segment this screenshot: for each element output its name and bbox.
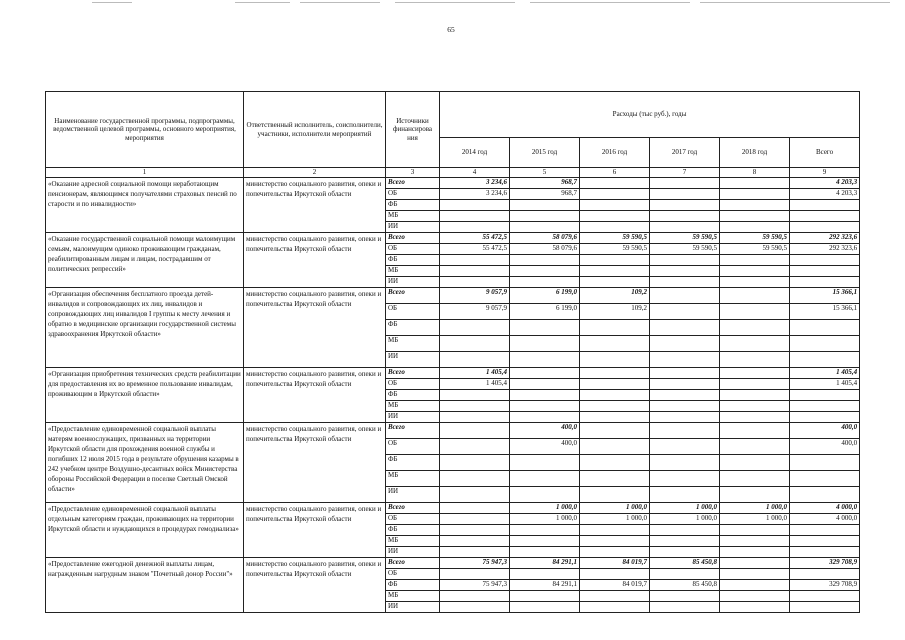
year-value — [580, 255, 650, 266]
funding-source: ОБ — [386, 439, 440, 455]
year-value — [650, 200, 720, 211]
year-value — [650, 525, 720, 536]
header-expenses: Расходы (тыс руб.), годы — [440, 92, 860, 138]
col-number: 7 — [650, 168, 720, 178]
year-value — [440, 471, 510, 487]
year-value — [440, 525, 510, 536]
year-value — [440, 455, 510, 471]
year-value — [650, 320, 720, 336]
total-value: 292 323,6 — [790, 244, 860, 255]
total-value: 1 405,4 — [790, 379, 860, 390]
table-row — [46, 503, 860, 514]
funding-source: ОБ — [386, 189, 440, 200]
funding-source: ФБ — [386, 320, 440, 336]
year-value — [510, 266, 580, 277]
year-value — [580, 178, 650, 189]
year-value — [650, 423, 720, 439]
total-value: 4 000,0 — [790, 514, 860, 525]
total-value — [790, 222, 860, 233]
executor-name: министерство социального развития, опеки и попечительства Иркутской области — [244, 503, 386, 558]
year-value — [720, 401, 790, 412]
year-value — [580, 569, 650, 580]
year-value — [510, 401, 580, 412]
year-value — [720, 352, 790, 368]
year-value: 59 590,5 — [580, 233, 650, 244]
measure-name: «Организация приобретения технических средств реабилитации для предоставления их во временное пользование инвалидам, проживающим в Иркутской области» — [46, 368, 244, 423]
year-value — [510, 390, 580, 401]
executor-name: министерство социального развития, опеки и попечительства Иркутской области — [244, 178, 386, 233]
year-value — [440, 547, 510, 558]
year-value — [440, 390, 510, 401]
year-value: 58 079,6 — [510, 244, 580, 255]
table-row — [46, 423, 860, 439]
year-value: 84 291,1 — [510, 558, 580, 569]
year-value — [650, 336, 720, 352]
header-executor: Ответственный исполнитель, соисполнители, участники, исполнители мероприятий — [244, 92, 386, 168]
year-value: 400,0 — [510, 423, 580, 439]
year-value — [720, 368, 790, 379]
year-value: 968,7 — [510, 189, 580, 200]
year-value — [720, 580, 790, 591]
year-value — [650, 178, 720, 189]
funding-source: ИИ — [386, 547, 440, 558]
total-value — [790, 277, 860, 288]
total-value — [790, 569, 860, 580]
year-value — [440, 439, 510, 455]
year-value — [440, 412, 510, 423]
col-number: 8 — [720, 168, 790, 178]
year-value — [650, 455, 720, 471]
year-value — [440, 352, 510, 368]
year-value — [720, 569, 790, 580]
year-value — [650, 222, 720, 233]
year-value — [510, 471, 580, 487]
year-value: 59 590,5 — [580, 244, 650, 255]
year-value — [580, 211, 650, 222]
funding-source: МБ — [386, 401, 440, 412]
funding-source: МБ — [386, 266, 440, 277]
measure-name: «Предоставление единовременной социальной выплаты отдельным категориям граждан, проживающих на территории Иркутской области и нуждающихся в процедурах гемодиализа» — [46, 503, 244, 558]
funding-source: Всего — [386, 503, 440, 514]
year-value — [580, 336, 650, 352]
funding-source: ОБ — [386, 569, 440, 580]
year-value — [510, 255, 580, 266]
funding-source: ИИ — [386, 277, 440, 288]
year-value: 1 000,0 — [510, 503, 580, 514]
year-value: 109,2 — [580, 288, 650, 304]
year-value — [440, 401, 510, 412]
year-value: 75 947,3 — [440, 580, 510, 591]
year-value — [720, 277, 790, 288]
col-number: 6 — [580, 168, 650, 178]
executor-name: министерство социального развития, опеки и попечительства Иркутской области — [244, 233, 386, 288]
total-value: 4 000,0 — [790, 503, 860, 514]
total-value — [790, 352, 860, 368]
year-value — [440, 266, 510, 277]
year-value: 968,7 — [510, 178, 580, 189]
year-value — [510, 336, 580, 352]
year-value: 84 019,7 — [580, 580, 650, 591]
year-value — [580, 591, 650, 602]
total-value: 292 323,6 — [790, 233, 860, 244]
year-value: 9 057,9 — [440, 304, 510, 320]
table-row — [46, 178, 860, 189]
year-value — [720, 304, 790, 320]
year-value: 400,0 — [510, 439, 580, 455]
funding-source: ФБ — [386, 580, 440, 591]
year-value — [510, 591, 580, 602]
year-value — [720, 379, 790, 390]
year-value: 59 590,5 — [720, 244, 790, 255]
year-value — [440, 200, 510, 211]
total-value — [790, 471, 860, 487]
total-value — [790, 487, 860, 503]
year-value — [720, 547, 790, 558]
funding-source: ФБ — [386, 390, 440, 401]
year-value — [650, 401, 720, 412]
total-value — [790, 455, 860, 471]
year-value — [510, 536, 580, 547]
year-value — [720, 288, 790, 304]
funding-source: МБ — [386, 211, 440, 222]
year-value: 59 590,5 — [720, 233, 790, 244]
year-value — [650, 368, 720, 379]
funding-source: МБ — [386, 336, 440, 352]
year-value — [440, 423, 510, 439]
year-value — [580, 439, 650, 455]
funding-source: ИИ — [386, 352, 440, 368]
year-value — [440, 320, 510, 336]
year-value — [720, 591, 790, 602]
col-number: 3 — [386, 168, 440, 178]
year-value — [510, 368, 580, 379]
funding-source: Всего — [386, 368, 440, 379]
total-value — [790, 200, 860, 211]
year-value — [440, 487, 510, 503]
funding-source: ИИ — [386, 602, 440, 613]
year-value — [440, 336, 510, 352]
col-number: 2 — [244, 168, 386, 178]
year-value — [650, 591, 720, 602]
year-value: 1 000,0 — [720, 503, 790, 514]
year-value — [720, 222, 790, 233]
funding-source: ФБ — [386, 455, 440, 471]
year-value — [510, 412, 580, 423]
year-value — [720, 487, 790, 503]
year-value — [510, 277, 580, 288]
total-value: 400,0 — [790, 423, 860, 439]
total-value: 4 203,3 — [790, 189, 860, 200]
year-value — [720, 320, 790, 336]
year-value — [720, 189, 790, 200]
year-value — [650, 471, 720, 487]
total-value — [790, 412, 860, 423]
col-number: 1 — [46, 168, 244, 178]
measure-name: «Оказание государственной социальной помощи малоимущим семьям, малоимущим одиноко проживающим гражданам, реабилитированным лицам и лицам, пострадавшим от политических репрессий» — [46, 233, 244, 288]
funding-source: ОБ — [386, 244, 440, 255]
total-value: 329 708,9 — [790, 558, 860, 569]
year-value — [720, 200, 790, 211]
funding-source: ОБ — [386, 514, 440, 525]
funding-source: МБ — [386, 471, 440, 487]
year-value — [650, 288, 720, 304]
year-value — [650, 211, 720, 222]
total-value: 400,0 — [790, 439, 860, 455]
year-value — [650, 439, 720, 455]
year-value — [650, 536, 720, 547]
col-number: 5 — [510, 168, 580, 178]
year-value: 55 472,5 — [440, 233, 510, 244]
header-source: Источники финансирова ния — [386, 92, 440, 168]
year-value — [580, 602, 650, 613]
funding-source: Всего — [386, 233, 440, 244]
total-value — [790, 255, 860, 266]
year-value — [580, 352, 650, 368]
year-value: 85 450,8 — [650, 558, 720, 569]
year-value — [440, 222, 510, 233]
year-value — [510, 352, 580, 368]
total-value — [790, 401, 860, 412]
year-value — [720, 455, 790, 471]
year-value: 59 590,5 — [650, 244, 720, 255]
year-value — [510, 525, 580, 536]
year-value — [440, 536, 510, 547]
year-value — [580, 368, 650, 379]
year-value — [580, 277, 650, 288]
year-value — [650, 602, 720, 613]
year-value — [510, 455, 580, 471]
year-value — [580, 525, 650, 536]
year-value: 85 450,8 — [650, 580, 720, 591]
executor-name: министерство социального развития, опеки и попечительства Иркутской области — [244, 558, 386, 613]
year-value — [720, 525, 790, 536]
year-value — [720, 471, 790, 487]
total-value — [790, 547, 860, 558]
year-value — [580, 412, 650, 423]
header-total: Всего — [790, 138, 860, 168]
header-year: 2016 год — [580, 138, 650, 168]
table-row — [46, 233, 860, 244]
total-value: 1 405,4 — [790, 368, 860, 379]
year-value: 1 000,0 — [650, 514, 720, 525]
funding-source: МБ — [386, 536, 440, 547]
year-value — [650, 547, 720, 558]
measure-name: «Предоставление единовременной социальной выплаты матерям военнослужащих, призванных на территории Иркутской области для прохождения военной службы и погибших 12 июля 2015 года в результате обрушения казармы в 242 учебном центре Воздушно-десантных войск Министерства обороны Российской Федерации в поселке Светлый Омской области» — [46, 423, 244, 503]
year-value — [440, 569, 510, 580]
year-value — [650, 277, 720, 288]
funding-source: ФБ — [386, 255, 440, 266]
year-value — [650, 304, 720, 320]
col-number: 9 — [790, 168, 860, 178]
year-value — [580, 200, 650, 211]
year-value — [650, 352, 720, 368]
funding-source: ФБ — [386, 525, 440, 536]
table-row — [46, 558, 860, 569]
funding-source: Всего — [386, 288, 440, 304]
year-value — [510, 200, 580, 211]
year-value: 59 590,5 — [650, 233, 720, 244]
year-value — [440, 514, 510, 525]
total-value: 15 366,1 — [790, 288, 860, 304]
header-year: 2018 год — [720, 138, 790, 168]
year-value — [440, 255, 510, 266]
executor-name: министерство социального развития, опеки и попечительства Иркутской области — [244, 423, 386, 503]
total-value: 329 708,9 — [790, 580, 860, 591]
total-value — [790, 320, 860, 336]
total-value — [790, 591, 860, 602]
year-value: 84 291,1 — [510, 580, 580, 591]
total-value: 15 366,1 — [790, 304, 860, 320]
year-value — [510, 379, 580, 390]
year-value: 1 405,4 — [440, 368, 510, 379]
table-row — [46, 368, 860, 379]
year-value — [580, 547, 650, 558]
year-value — [650, 255, 720, 266]
year-value — [650, 390, 720, 401]
total-value — [790, 525, 860, 536]
year-value — [720, 336, 790, 352]
year-value — [510, 320, 580, 336]
year-value — [580, 423, 650, 439]
total-value — [790, 266, 860, 277]
year-value — [580, 471, 650, 487]
header-year: 2014 год — [440, 138, 510, 168]
budget-table — [45, 91, 860, 613]
funding-source: Всего — [386, 178, 440, 189]
year-value — [720, 423, 790, 439]
year-value: 6 199,0 — [510, 304, 580, 320]
year-value — [580, 487, 650, 503]
year-value — [720, 536, 790, 547]
year-value: 84 019,7 — [580, 558, 650, 569]
funding-source: ОБ — [386, 304, 440, 320]
header-name: Наименование государственной программы, подпрограммы, ведомственной целевой программы, основного мероприятия, мероприятия — [46, 92, 244, 168]
year-value — [510, 487, 580, 503]
year-value — [440, 591, 510, 602]
year-value: 1 000,0 — [510, 514, 580, 525]
year-value: 58 079,6 — [510, 233, 580, 244]
year-value — [720, 178, 790, 189]
measure-name: «Организация обеспечения бесплатного проезда детей-инвалидов и сопровождающих их лиц, инвалидов и сопровождающих лиц инвалидов I группы к месту лечения и обратно в медицинские организации государственной системы здравоохранения Иркутской области» — [46, 288, 244, 368]
year-value — [580, 455, 650, 471]
funding-source: ИИ — [386, 487, 440, 503]
year-value — [580, 401, 650, 412]
year-value — [510, 211, 580, 222]
funding-source: Всего — [386, 423, 440, 439]
year-value — [440, 602, 510, 613]
year-value — [720, 255, 790, 266]
year-value: 75 947,3 — [440, 558, 510, 569]
header-year: 2017 год — [650, 138, 720, 168]
funding-source: ФБ — [386, 200, 440, 211]
funding-source: ИИ — [386, 222, 440, 233]
total-value: 4 203,3 — [790, 178, 860, 189]
year-value — [440, 211, 510, 222]
year-value — [580, 536, 650, 547]
year-value — [720, 412, 790, 423]
total-value — [790, 211, 860, 222]
year-value — [510, 602, 580, 613]
year-value — [720, 558, 790, 569]
year-value: 3 234,6 — [440, 189, 510, 200]
year-value — [650, 379, 720, 390]
year-value — [720, 211, 790, 222]
year-value: 1 000,0 — [580, 503, 650, 514]
year-value — [580, 379, 650, 390]
funding-source: Всего — [386, 558, 440, 569]
year-value — [580, 189, 650, 200]
year-value — [580, 266, 650, 277]
year-value — [720, 390, 790, 401]
executor-name: министерство социального развития, опеки и попечительства Иркутской области — [244, 368, 386, 423]
year-value — [580, 320, 650, 336]
year-value — [650, 569, 720, 580]
year-value — [510, 569, 580, 580]
table-row — [46, 288, 860, 304]
total-value — [790, 602, 860, 613]
total-value — [790, 390, 860, 401]
year-value: 55 472,5 — [440, 244, 510, 255]
year-value — [510, 547, 580, 558]
year-value — [440, 277, 510, 288]
year-value: 1 000,0 — [720, 514, 790, 525]
year-value — [580, 222, 650, 233]
year-value — [650, 487, 720, 503]
col-number: 4 — [440, 168, 510, 178]
year-value — [650, 412, 720, 423]
year-value: 6 199,0 — [510, 288, 580, 304]
year-value — [440, 503, 510, 514]
scan-artifact — [0, 2, 905, 5]
funding-source: ОБ — [386, 379, 440, 390]
total-value — [790, 336, 860, 352]
page-number: 65 — [447, 25, 455, 34]
year-value — [650, 266, 720, 277]
measure-name: «Оказание адресной социальной помощи неработающим пенсионерам, являющимся получателями страховых пенсий по старости и по инвалидности» — [46, 178, 244, 233]
year-value: 9 057,9 — [440, 288, 510, 304]
funding-source: МБ — [386, 591, 440, 602]
year-value — [510, 222, 580, 233]
year-value — [720, 266, 790, 277]
year-value: 109,2 — [580, 304, 650, 320]
measure-name: «Предоставление ежегодной денежной выплаты лицам, награжденным нагрудным знаком "Почетный донор России"» — [46, 558, 244, 613]
year-value: 3 234,6 — [440, 178, 510, 189]
header-year: 2015 год — [510, 138, 580, 168]
year-value — [650, 189, 720, 200]
year-value — [580, 390, 650, 401]
funding-source: ИИ — [386, 412, 440, 423]
year-value: 1 405,4 — [440, 379, 510, 390]
year-value — [720, 439, 790, 455]
year-value — [720, 602, 790, 613]
year-value: 1 000,0 — [650, 503, 720, 514]
year-value: 1 000,0 — [580, 514, 650, 525]
executor-name: министерство социального развития, опеки и попечительства Иркутской области — [244, 288, 386, 368]
total-value — [790, 536, 860, 547]
